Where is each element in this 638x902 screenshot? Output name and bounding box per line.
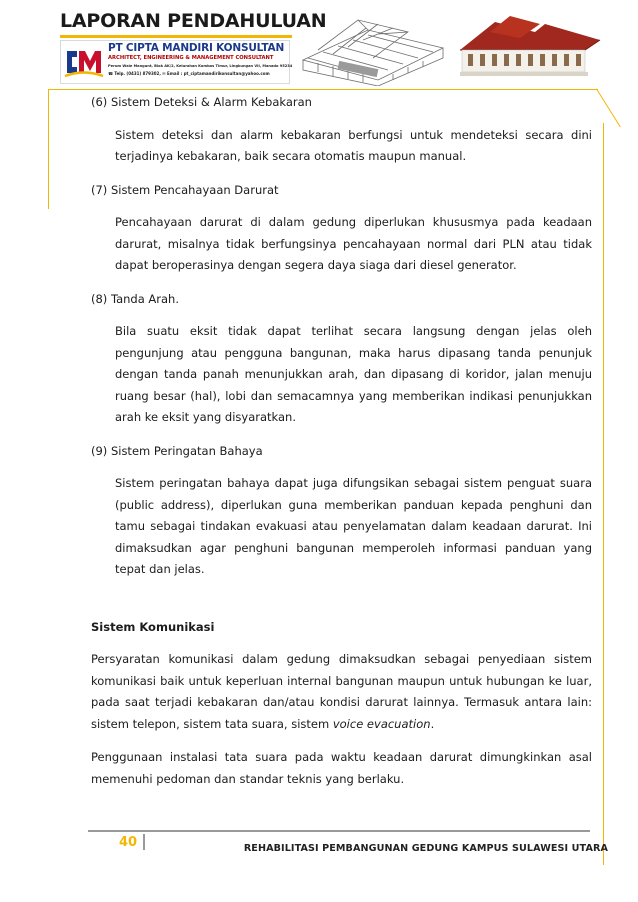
frame-right-line [603,123,604,865]
company-name: PT CIPTA MANDIRI KONSULTAN [108,42,285,54]
company-logo [63,43,105,81]
item-paragraph: Bila suatu eksit tidak dapat terlihat secara langsung dengan jelas oleh pengunjung atau pengguna bangunan, maka harus dipasang tanda penunjuk dengan tanda panah menunjukkan arah, dan dipasang di koridor, jalan menuju ruang besar (hal), lobi dan semacamnya yang memberikan indikasi penunjukkan arah ke eksit yang disyaratkan. [115,324,592,424]
frame-left-line [48,89,49,209]
paragraph-end: . [430,716,435,731]
company-banner [60,40,293,84]
building-structure-image [298,10,448,86]
title-underline [60,35,292,38]
section-title: Sistem Komunikasi [91,619,215,634]
frame-top-line [48,89,598,90]
company-contact: ☎ Telp. (0431) 879302, ✉ Email : pt_ciptamandirikonsultan@yahoo.com [108,71,270,76]
item-heading: (9) Sistem Peringatan Bahaya [91,443,263,458]
company-address: Perum Wale Mangunt, Blok AK/2, Kelurahan Kombos Timur, Lingkungan VII, Manado 95234 [108,64,293,68]
item-heading: (7) Sistem Pencahayaan Darurat [91,182,279,197]
footer-title: REHABILITASI PEMBANGUNAN GEDUNG KAMPUS SULAWESI UTARA [243,843,608,854]
page-number-divider [143,834,145,850]
page-number: 40 [119,835,138,850]
item-heading: (8) Tanda Arah. [91,291,179,306]
company-subtitle: ARCHITECT, ENGINEERING & MANAGEMENT CONSULTANT [108,55,274,61]
report-title: LAPORAN PENDAHULUAN [60,10,327,32]
frame-corner-line [596,88,621,127]
footer-line [88,830,590,832]
document-body [91,92,592,802]
item-paragraph: Pencahayaan darurat di dalam gedung diperlukan khususmya pada keadaan darurat, misalnya tidak berfungsinya pencahayaan normal dari PLN atau tidak dapat beroperasinya dengan segera daya siaga dari diesel generator. [115,215,592,272]
building-photo [450,10,610,86]
italic-term: voice evacuation [332,716,431,731]
section-paragraph: Penggunaan instalasi tata suara pada waktu keadaan darurat dimungkinkan asal memenuhi pedoman dan standar teknis yang berlaku. [91,750,592,786]
item-paragraph: Sistem peringatan bahaya dapat juga difungsikan sebagai sistem penguat suara (public address), diperlukan guna memberikan panduan kepada penghuni dan tamu sebagai tindakan evakuasi atau penyelamatan dalam keadaan darurat. Ini dimaksudkan agar penghuni bangunan memperoleh informasi panduan yang tepat dan jelas. [115,476,592,576]
item-paragraph: Sistem deteksi dan alarm kebakaran berfungsi untuk mendeteksi secara dini terjadinya kebakaran, baik secara otomatis maupun manual. [115,127,592,163]
paragraph-text: Persyaratan komunikasi dalam gedung dimaksudkan sebagai penyediaan sistem komunikasi baik untuk keperluan internal bangunan maupun untuk hubungan ke luar, pada saat terjadi kebakaran dan/atau kondisi darurat lainnya. Termasuk antara lain: sistem telepon, sistem tata suara, sistem [91,652,592,731]
item-heading: (6) Sistem Deteksi & Alarm Kebakaran [91,95,312,109]
section-paragraph [91,649,592,735]
